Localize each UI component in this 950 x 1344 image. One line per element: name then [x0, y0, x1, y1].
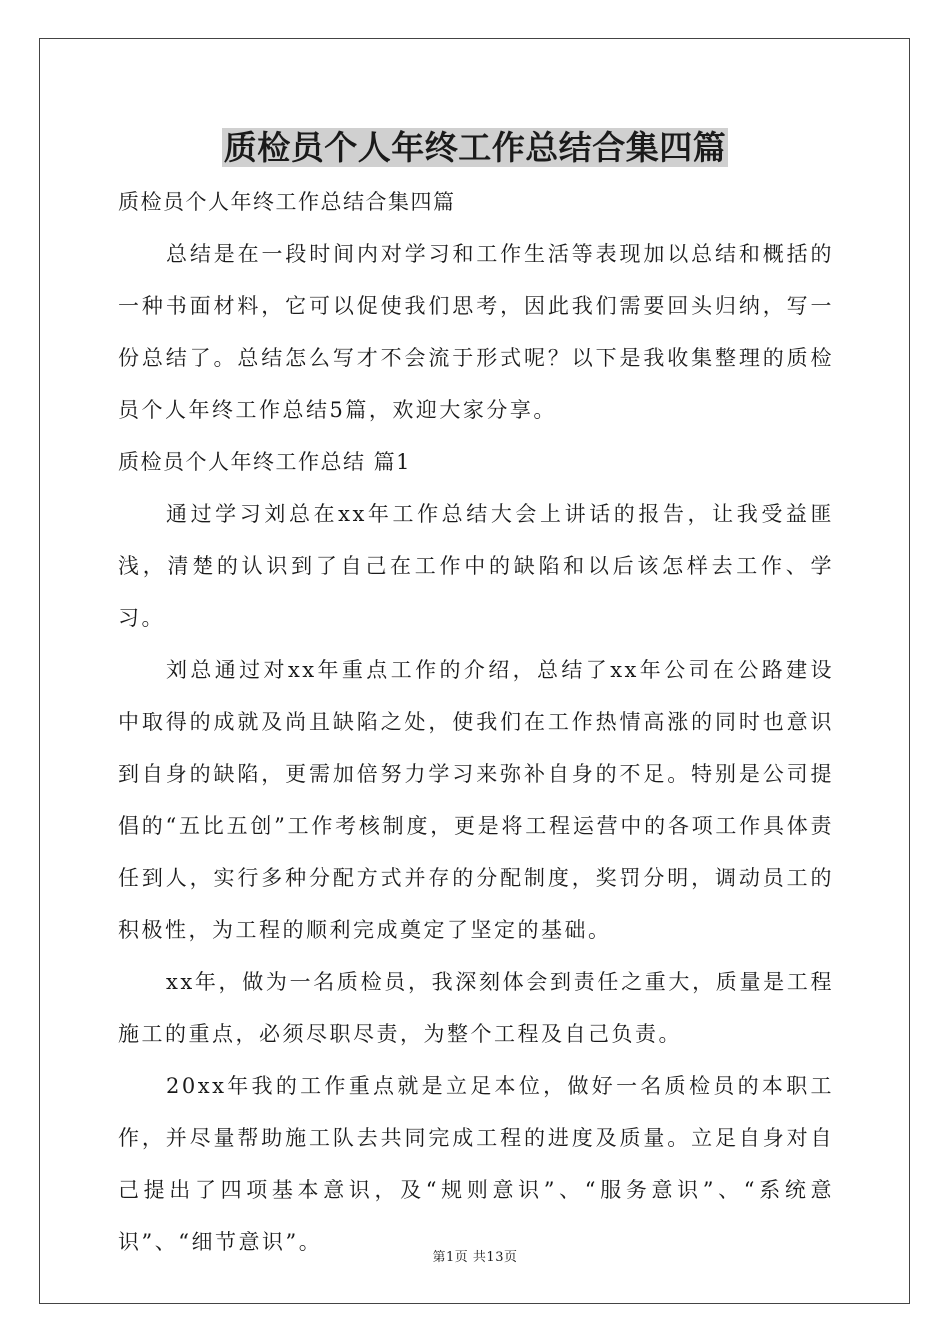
page-footer: 第1页 共13页	[432, 1250, 518, 1265]
document-title-text: 质检员个人年终工作总结合集四篇	[223, 128, 727, 167]
document-title	[0, 124, 950, 172]
intro-paragraph: 总结是在一段时间内对学习和工作生活等表现加以总结和概括的一种书面材料，它可以促使我们思考，因此我们需要回头归纳，写一份总结了。总结怎么写才不会流于形式呢？以下是我收集整理的质检员个人年终工作总结5篇，欢迎大家分享。	[118, 242, 834, 422]
body-paragraph-4: 20xx年我的工作重点就是立足本位，做好一名质检员的本职工作，并尽量帮助施工队去共同完成工程的进度及质量。立足自身对自己提出了四项基本意识，及“规则意识”、“服务意识”、“系统意识”、“细节意识”。	[118, 1074, 834, 1254]
body-paragraph-2: 刘总通过对xx年重点工作的介绍，总结了xx年公司在公路建设中取得的成就及尚且缺陷之处，使我们在工作热情高涨的同时也意识到自身的缺陷，更需加倍努力学习来弥补自身的不足。特别是公司提倡的“五比五创”工作考核制度，更是将工程运营中的各项工作具体责任到人，实行多种分配方式并存的分配制度，奖罚分明，调动员工的积极性，为工程的顺利完成奠定了坚定的基础。	[118, 658, 834, 942]
section-heading: 质检员个人年终工作总结 篇1	[118, 450, 412, 474]
body-paragraph-1: 通过学习刘总在xx年工作总结大会上讲话的报告，让我受益匪浅，清楚的认识到了自己在工作中的缺陷和以后该怎样去工作、学习。	[118, 502, 834, 630]
document-body	[118, 176, 834, 1268]
document-subtitle: 质检员个人年终工作总结合集四篇	[118, 190, 456, 214]
body-paragraph-3: xx年，做为一名质检员，我深刻体会到责任之重大，质量是工程施工的重点，必须尽职尽责，为整个工程及自己负责。	[118, 970, 834, 1046]
